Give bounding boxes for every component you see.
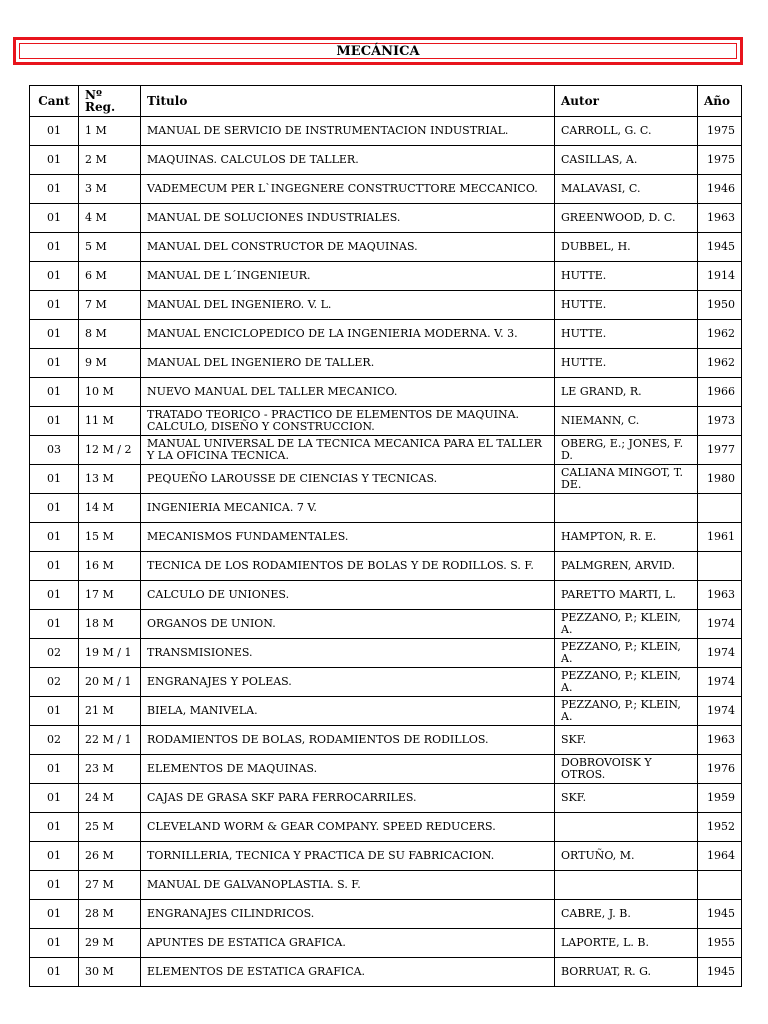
cell-titulo: MANUAL DEL CONSTRUCTOR DE MAQUINAS. xyxy=(141,233,555,262)
cell-reg: 14 M xyxy=(79,494,141,523)
table-row xyxy=(30,697,742,726)
cell-reg: 23 M xyxy=(79,755,141,784)
cell-cant: 01 xyxy=(30,958,79,987)
cell-anio: 1945 xyxy=(698,233,742,262)
cell-titulo: ORGANOS DE UNION. xyxy=(141,610,555,639)
header-reg-line1: Nº xyxy=(85,88,102,102)
cell-anio: 1945 xyxy=(698,958,742,987)
cell-autor: CALIANA MINGOT, T. DE. xyxy=(555,465,698,494)
cell-cant: 01 xyxy=(30,552,79,581)
cell-autor: PALMGREN, ARVID. xyxy=(555,552,698,581)
cell-cant: 01 xyxy=(30,233,79,262)
table-row xyxy=(30,900,742,929)
header-autor: Autor xyxy=(555,86,698,117)
table-row xyxy=(30,813,742,842)
table-row xyxy=(30,668,742,697)
cell-cant: 01 xyxy=(30,320,79,349)
cell-autor: PARETTO MARTI, L. xyxy=(555,581,698,610)
catalog-table xyxy=(29,85,742,987)
cell-anio: 1962 xyxy=(698,349,742,378)
cell-cant: 01 xyxy=(30,871,79,900)
cell-anio xyxy=(698,871,742,900)
cell-anio: 1963 xyxy=(698,204,742,233)
cell-titulo: MANUAL UNIVERSAL DE LA TECNICA MECANICA PARA EL TALLER Y LA OFICINA TECNICA. xyxy=(141,436,555,465)
cell-cant: 01 xyxy=(30,900,79,929)
cell-reg: 21 M xyxy=(79,697,141,726)
cell-reg: 18 M xyxy=(79,610,141,639)
cell-cant: 01 xyxy=(30,523,79,552)
cell-titulo: TORNILLERIA, TECNICA Y PRACTICA DE SU FABRICACION. xyxy=(141,842,555,871)
cell-autor: DUBBEL, H. xyxy=(555,233,698,262)
cell-titulo: APUNTES DE ESTATICA GRAFICA. xyxy=(141,929,555,958)
page-title-frame xyxy=(13,37,743,65)
cell-reg: 5 M xyxy=(79,233,141,262)
cell-titulo: PEQUEÑO LAROUSSE DE CIENCIAS Y TECNICAS. xyxy=(141,465,555,494)
cell-titulo: MANUAL DE GALVANOPLASTIA. S. F. xyxy=(141,871,555,900)
cell-anio: 1950 xyxy=(698,291,742,320)
cell-reg: 2 M xyxy=(79,146,141,175)
cell-titulo: MAQUINAS. CALCULOS DE TALLER. xyxy=(141,146,555,175)
cell-autor: HUTTE. xyxy=(555,291,698,320)
cell-reg: 15 M xyxy=(79,523,141,552)
table-row xyxy=(30,639,742,668)
cell-cant: 01 xyxy=(30,755,79,784)
cell-titulo: MANUAL DE SERVICIO DE INSTRUMENTACION INDUSTRIAL. xyxy=(141,117,555,146)
cell-anio: 1975 xyxy=(698,146,742,175)
cell-reg: 1 M xyxy=(79,117,141,146)
cell-anio: 1945 xyxy=(698,900,742,929)
table-row xyxy=(30,726,742,755)
cell-autor: PEZZANO, P.; KLEIN, A. xyxy=(555,697,698,726)
cell-anio: 1964 xyxy=(698,842,742,871)
table-row xyxy=(30,262,742,291)
cell-titulo: ENGRANAJES CILINDRICOS. xyxy=(141,900,555,929)
cell-autor: DOBROVOISK Y OTROS. xyxy=(555,755,698,784)
cell-cant: 01 xyxy=(30,813,79,842)
page-title: MECÁNICA xyxy=(19,43,737,59)
cell-reg: 9 M xyxy=(79,349,141,378)
cell-anio: 1974 xyxy=(698,668,742,697)
cell-anio: 1962 xyxy=(698,320,742,349)
cell-autor: PEZZANO, P.; KLEIN, A. xyxy=(555,668,698,697)
cell-autor: NIEMANN, C. xyxy=(555,407,698,436)
cell-autor: SKF. xyxy=(555,784,698,813)
cell-autor: CASILLAS, A. xyxy=(555,146,698,175)
cell-cant: 01 xyxy=(30,349,79,378)
cell-autor xyxy=(555,813,698,842)
cell-reg: 6 M xyxy=(79,262,141,291)
cell-cant: 01 xyxy=(30,610,79,639)
header-titulo: Titulo xyxy=(141,86,555,117)
table-row xyxy=(30,291,742,320)
table-row xyxy=(30,581,742,610)
cell-titulo: MANUAL ENCICLOPEDICO DE LA INGENIERIA MODERNA. V. 3. xyxy=(141,320,555,349)
cell-anio: 1961 xyxy=(698,523,742,552)
cell-reg: 11 M xyxy=(79,407,141,436)
cell-anio: 1980 xyxy=(698,465,742,494)
cell-autor: GREENWOOD, D. C. xyxy=(555,204,698,233)
cell-autor: BORRUAT, R. G. xyxy=(555,958,698,987)
cell-anio: 1975 xyxy=(698,117,742,146)
cell-cant: 02 xyxy=(30,639,79,668)
cell-cant: 01 xyxy=(30,929,79,958)
cell-anio xyxy=(698,494,742,523)
cell-anio: 1976 xyxy=(698,755,742,784)
cell-cant: 01 xyxy=(30,407,79,436)
cell-titulo: INGENIERIA MECANICA. 7 V. xyxy=(141,494,555,523)
table-row xyxy=(30,523,742,552)
cell-anio: 1966 xyxy=(698,378,742,407)
cell-autor: HUTTE. xyxy=(555,320,698,349)
table-row xyxy=(30,929,742,958)
table-row xyxy=(30,407,742,436)
cell-anio: 1973 xyxy=(698,407,742,436)
cell-titulo: ENGRANAJES Y POLEAS. xyxy=(141,668,555,697)
cell-reg: 25 M xyxy=(79,813,141,842)
cell-cant: 01 xyxy=(30,117,79,146)
cell-cant: 03 xyxy=(30,436,79,465)
cell-autor: LAPORTE, L. B. xyxy=(555,929,698,958)
cell-autor: PEZZANO, P.; KLEIN, A. xyxy=(555,610,698,639)
header-anio: Año xyxy=(698,86,742,117)
cell-cant: 01 xyxy=(30,291,79,320)
cell-reg: 10 M xyxy=(79,378,141,407)
header-cant: Cant xyxy=(30,86,79,117)
cell-anio: 1974 xyxy=(698,639,742,668)
cell-titulo: CLEVELAND WORM & GEAR COMPANY. SPEED REDUCERS. xyxy=(141,813,555,842)
cell-anio: 1946 xyxy=(698,175,742,204)
cell-reg: 27 M xyxy=(79,871,141,900)
table-row xyxy=(30,958,742,987)
table-row xyxy=(30,784,742,813)
cell-cant: 01 xyxy=(30,697,79,726)
cell-anio: 1955 xyxy=(698,929,742,958)
cell-cant: 01 xyxy=(30,378,79,407)
cell-anio: 1959 xyxy=(698,784,742,813)
cell-cant: 02 xyxy=(30,668,79,697)
cell-anio: 1974 xyxy=(698,610,742,639)
table-row xyxy=(30,755,742,784)
cell-cant: 01 xyxy=(30,175,79,204)
cell-reg: 3 M xyxy=(79,175,141,204)
cell-titulo: MANUAL DEL INGENIERO DE TALLER. xyxy=(141,349,555,378)
cell-titulo: VADEMECUM PER L`INGEGNERE CONSTRUCTTORE MECCANICO. xyxy=(141,175,555,204)
cell-cant: 01 xyxy=(30,842,79,871)
table-row xyxy=(30,146,742,175)
cell-reg: 12 M / 2 xyxy=(79,436,141,465)
cell-reg: 29 M xyxy=(79,929,141,958)
cell-titulo: MANUAL DE SOLUCIONES INDUSTRIALES. xyxy=(141,204,555,233)
cell-reg: 16 M xyxy=(79,552,141,581)
cell-autor: CARROLL, G. C. xyxy=(555,117,698,146)
cell-autor: PEZZANO, P.; KLEIN, A. xyxy=(555,639,698,668)
table-row xyxy=(30,610,742,639)
cell-titulo: TECNICA DE LOS RODAMIENTOS DE BOLAS Y DE RODILLOS. S. F. xyxy=(141,552,555,581)
cell-titulo: CAJAS DE GRASA SKF PARA FERROCARRILES. xyxy=(141,784,555,813)
cell-autor: HAMPTON, R. E. xyxy=(555,523,698,552)
cell-titulo: RODAMIENTOS DE BOLAS, RODAMIENTOS DE RODILLOS. xyxy=(141,726,555,755)
cell-autor: MALAVASI, C. xyxy=(555,175,698,204)
cell-titulo: ELEMENTOS DE MAQUINAS. xyxy=(141,755,555,784)
cell-reg: 19 M / 1 xyxy=(79,639,141,668)
cell-titulo: MANUAL DEL INGENIERO. V. L. xyxy=(141,291,555,320)
cell-reg: 26 M xyxy=(79,842,141,871)
cell-anio: 1952 xyxy=(698,813,742,842)
cell-titulo: TRATADO TEORICO - PRACTICO DE ELEMENTOS DE MAQUINA. CALCULO, DISEÑO Y CONSTRUCCION. xyxy=(141,407,555,436)
cell-cant: 01 xyxy=(30,784,79,813)
cell-autor xyxy=(555,871,698,900)
cell-cant: 01 xyxy=(30,262,79,291)
cell-reg: 7 M xyxy=(79,291,141,320)
cell-cant: 01 xyxy=(30,494,79,523)
table-row xyxy=(30,204,742,233)
header-reg-line2: Reg. xyxy=(85,100,116,114)
cell-titulo: MECANISMOS FUNDAMENTALES. xyxy=(141,523,555,552)
cell-autor xyxy=(555,494,698,523)
cell-titulo: TRANSMISIONES. xyxy=(141,639,555,668)
cell-anio xyxy=(698,552,742,581)
cell-autor: LE GRAND, R. xyxy=(555,378,698,407)
table-row xyxy=(30,552,742,581)
table-row xyxy=(30,494,742,523)
cell-autor: OBERG, E.; JONES, F. D. xyxy=(555,436,698,465)
cell-titulo: MANUAL DE L´INGENIEUR. xyxy=(141,262,555,291)
cell-reg: 4 M xyxy=(79,204,141,233)
table-row xyxy=(30,378,742,407)
cell-cant: 01 xyxy=(30,146,79,175)
cell-autor: HUTTE. xyxy=(555,349,698,378)
cell-reg: 13 M xyxy=(79,465,141,494)
cell-cant: 01 xyxy=(30,204,79,233)
cell-reg: 22 M / 1 xyxy=(79,726,141,755)
cell-reg: 8 M xyxy=(79,320,141,349)
cell-anio: 1914 xyxy=(698,262,742,291)
table-row xyxy=(30,320,742,349)
cell-autor: HUTTE. xyxy=(555,262,698,291)
cell-anio: 1963 xyxy=(698,726,742,755)
header-reg xyxy=(79,86,141,117)
cell-autor: SKF. xyxy=(555,726,698,755)
cell-autor: CABRE, J. B. xyxy=(555,900,698,929)
table-row xyxy=(30,465,742,494)
table-row xyxy=(30,233,742,262)
cell-anio: 1963 xyxy=(698,581,742,610)
cell-reg: 28 M xyxy=(79,900,141,929)
cell-titulo: BIELA, MANIVELA. xyxy=(141,697,555,726)
table-row xyxy=(30,871,742,900)
cell-reg: 30 M xyxy=(79,958,141,987)
cell-reg: 20 M / 1 xyxy=(79,668,141,697)
table-row xyxy=(30,175,742,204)
cell-titulo: CALCULO DE UNIONES. xyxy=(141,581,555,610)
table-row xyxy=(30,117,742,146)
cell-reg: 17 M xyxy=(79,581,141,610)
cell-cant: 01 xyxy=(30,581,79,610)
cell-anio: 1974 xyxy=(698,697,742,726)
cell-cant: 02 xyxy=(30,726,79,755)
table-row xyxy=(30,842,742,871)
cell-anio: 1977 xyxy=(698,436,742,465)
cell-cant: 01 xyxy=(30,465,79,494)
cell-titulo: ELEMENTOS DE ESTATICA GRAFICA. xyxy=(141,958,555,987)
table-row xyxy=(30,436,742,465)
cell-autor: ORTUÑO, M. xyxy=(555,842,698,871)
cell-titulo: NUEVO MANUAL DEL TALLER MECANICO. xyxy=(141,378,555,407)
cell-reg: 24 M xyxy=(79,784,141,813)
table-row xyxy=(30,349,742,378)
header-row xyxy=(30,86,742,117)
